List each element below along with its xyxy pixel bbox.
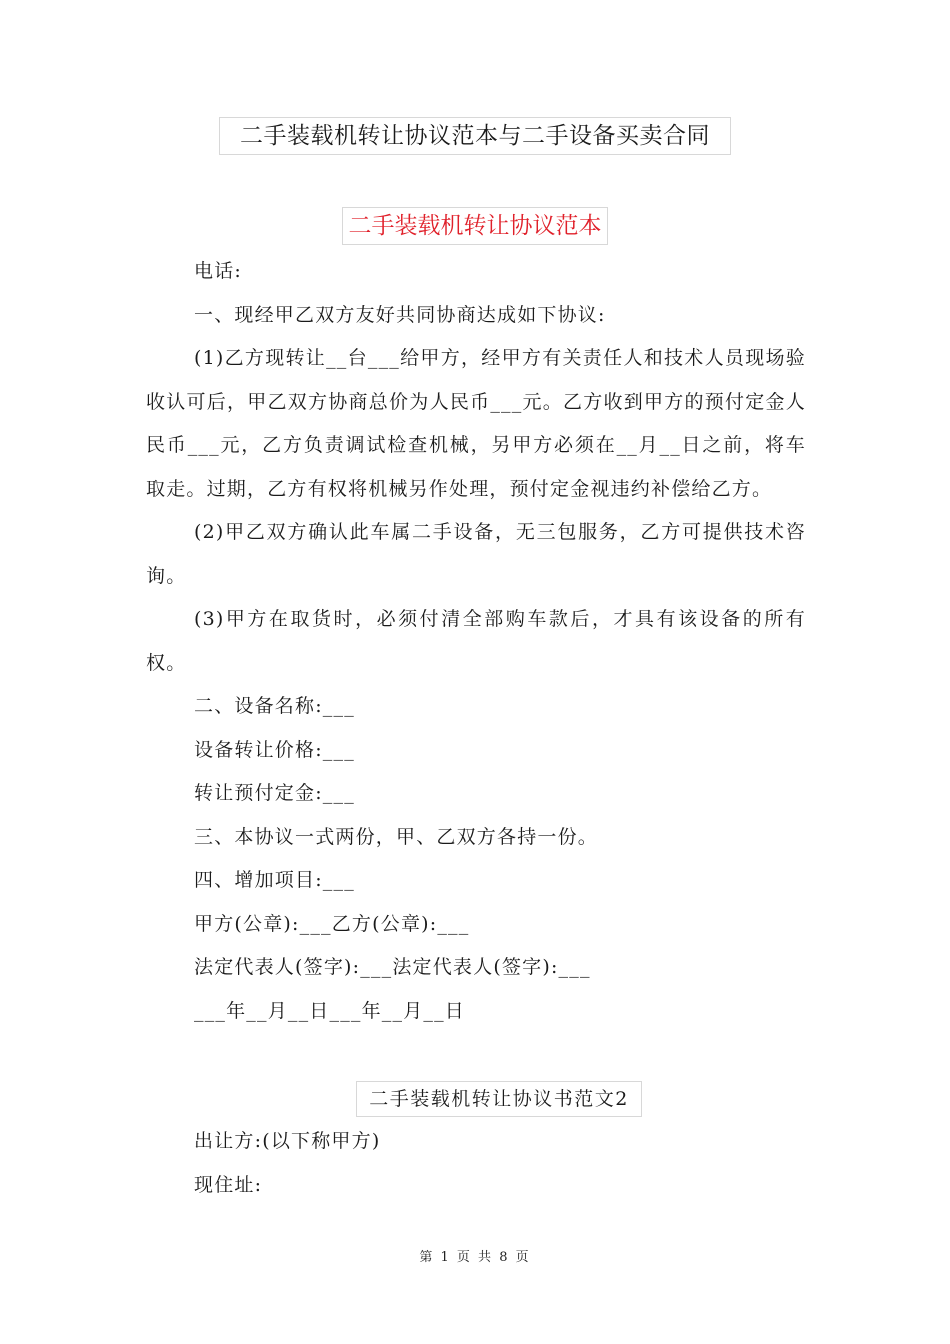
agreement-body (146, 250, 806, 1033)
paragraph-signatures: 法定代表人(签字):___法定代表人(签字):___ (194, 956, 591, 978)
paragraph-equipment-price: 设备转让价格:___ (194, 738, 355, 761)
paragraph-item-3: (3)甲方在取货时，必须付清全部购车款后，才具有该设备的所有权。 (146, 608, 806, 674)
agreement-body-2 (146, 1120, 806, 1207)
paragraph-address: 现住址: (194, 1173, 263, 1196)
paragraph-clause-1: 一、现经甲乙双方友好共同协商达成如下协议: (194, 303, 606, 326)
section-heading-2: 二手装载机转让协议书范文2 (356, 1081, 642, 1117)
paragraph-item-1: (1)乙方现转让__台___给甲方，经甲方有关责任人和技术人员现场验收认可后，甲乙双方协商总价为人民币___元。乙方收到甲方的预付定金人民币___元，乙方负责调试检查机械，另甲方必须在__月__日之前，将车取走。过期，乙方有权将机械另作处理，预付定金视违约补偿给乙方。 (146, 347, 806, 500)
paragraph-copies: 三、本协议一式两份，甲、乙双方各持一份。 (194, 825, 599, 848)
page-number-footer: 第 1 页 共 8 页 (419, 1250, 531, 1265)
paragraph-phone: 电话: (194, 260, 243, 282)
paragraph-additional-items: 四、增加项目:___ (194, 869, 355, 891)
paragraph-deposit: 转让预付定金:___ (194, 782, 355, 804)
paragraph-transferor: 出让方:(以下称甲方) (194, 1130, 381, 1152)
paragraph-equipment-name: 二、设备名称:___ (194, 695, 355, 717)
paragraph-dates: ___年__月__日___年__月__日 (194, 999, 466, 1022)
section-heading-red: 二手装载机转让协议范本 (342, 207, 608, 245)
document-title: 二手装载机转让协议范本与二手设备买卖合同 (219, 117, 731, 155)
paragraph-item-2: (2)甲乙双方确认此车属二手设备，无三包服务，乙方可提供技术咨询。 (146, 521, 806, 587)
paragraph-seals: 甲方(公章):___乙方(公章):___ (194, 912, 470, 935)
